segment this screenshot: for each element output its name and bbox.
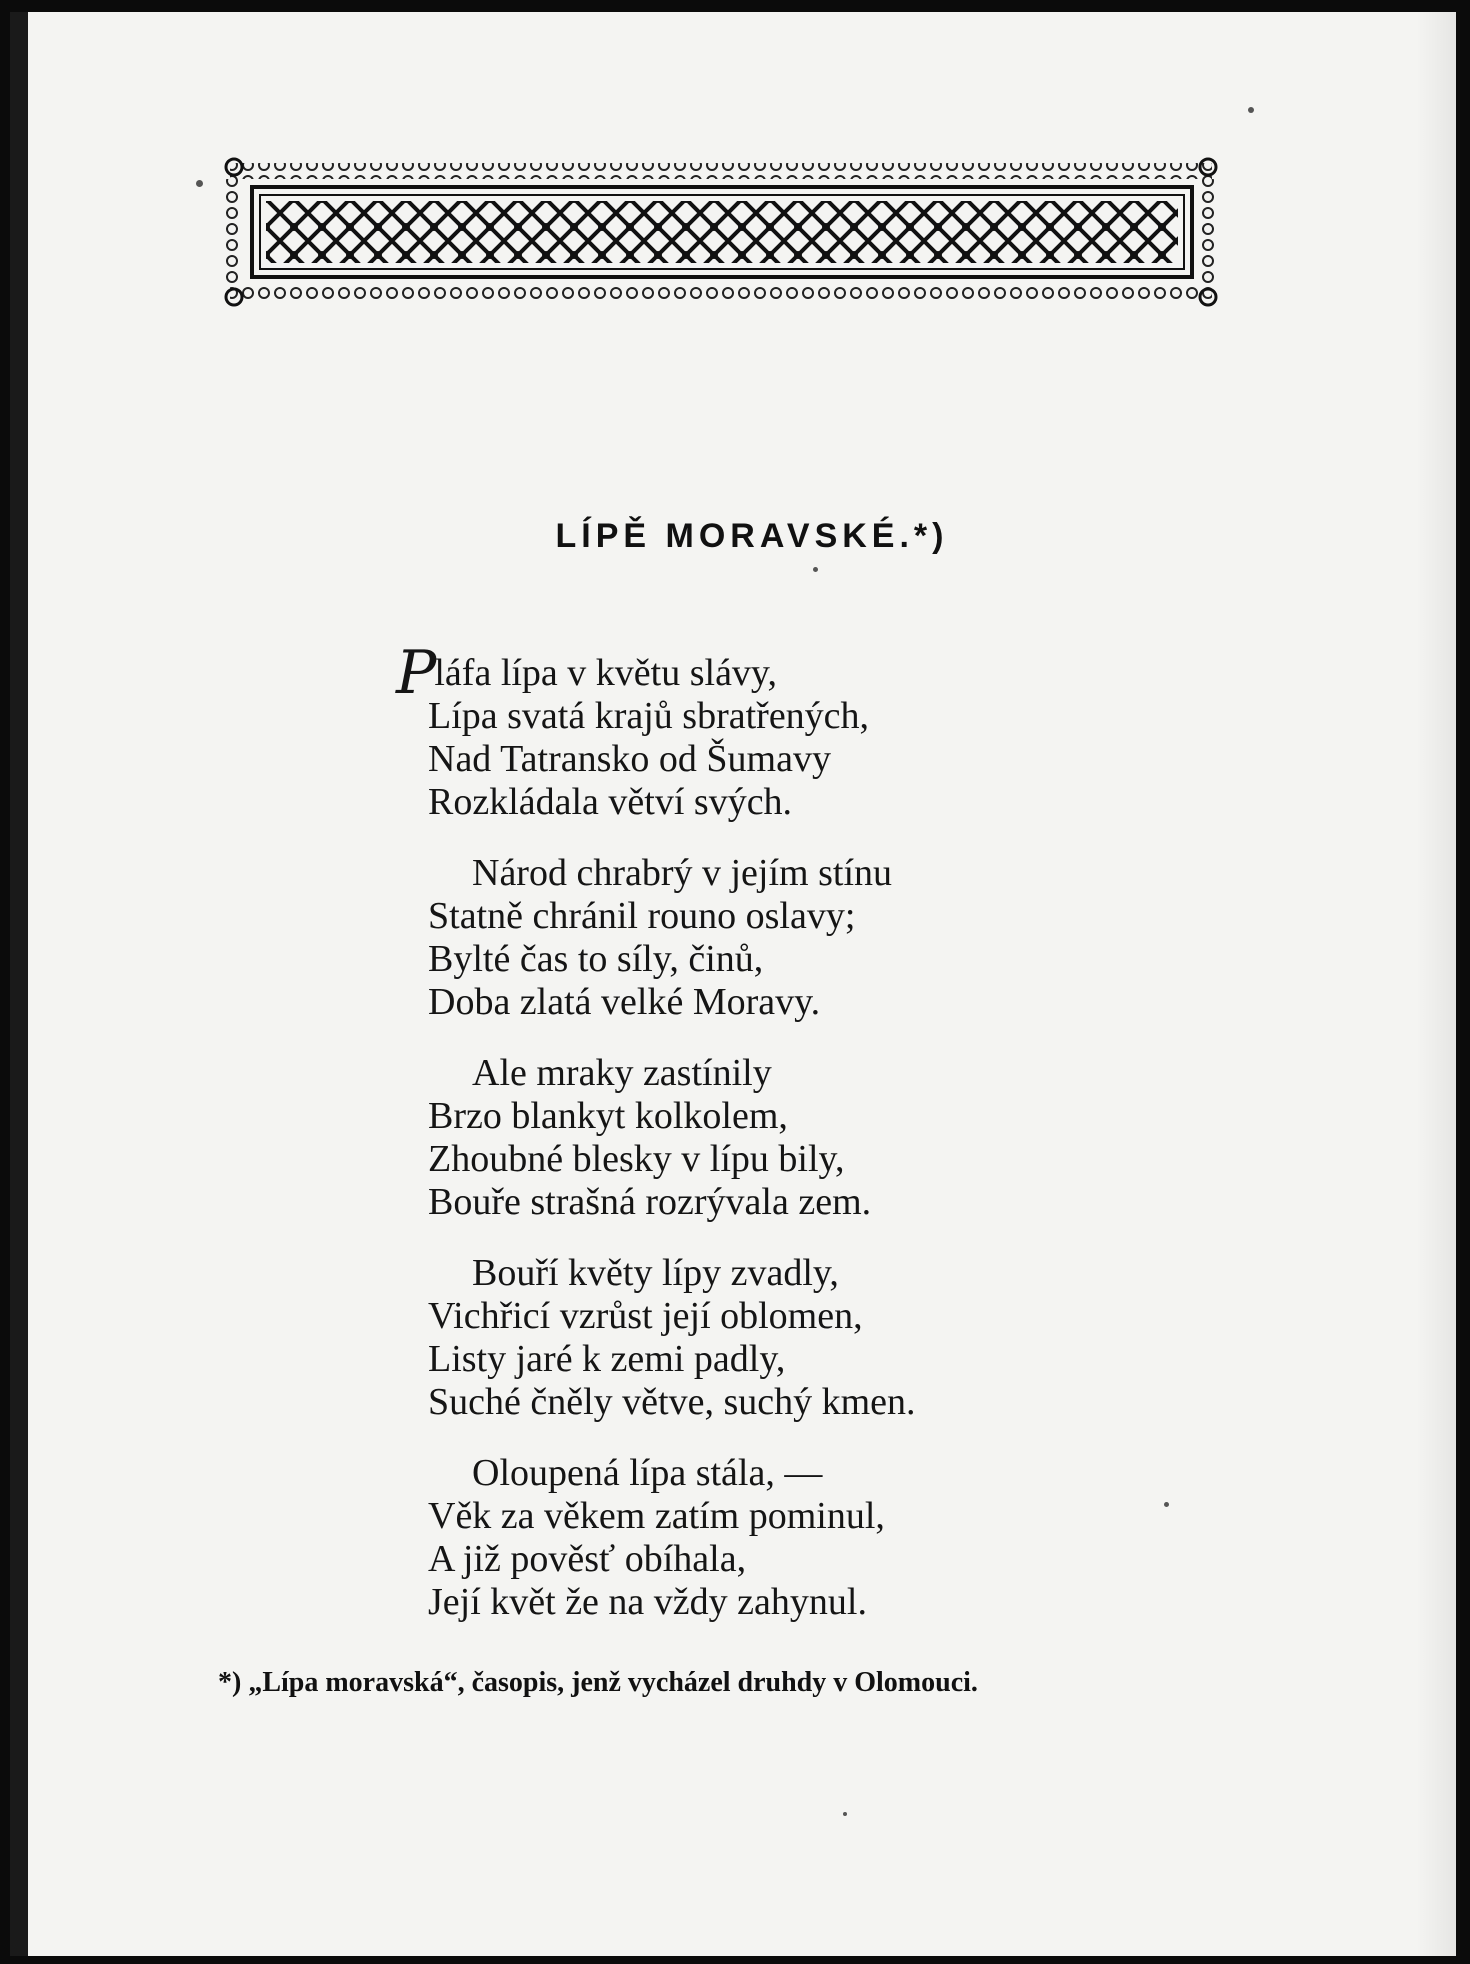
decorative-header-ornament: [224, 157, 1218, 307]
poem-line: Bouří květy lípy zvadly,: [472, 1252, 839, 1294]
stanza-2: [428, 852, 1128, 1024]
paper-speck: [196, 180, 203, 187]
poem-line: Národ chrabrý v jejím stínu: [472, 852, 893, 894]
poem-line: Statně chránil rouno oslavy;: [428, 895, 856, 937]
poem-line: Lípa svatá krajů sbratřených,: [428, 695, 870, 737]
paper-speck: [813, 567, 818, 572]
poem-line: [396, 638, 1128, 708]
poem-line: Nad Tatransko od Šumavy: [428, 738, 831, 780]
poem-line: Brzo blankyt kolkolem,: [428, 1095, 788, 1137]
poem-line: Její květ že na vždy zahynul.: [428, 1581, 867, 1623]
poem-line: Doba zlatá velké Moravy.: [428, 981, 821, 1023]
poem-line: Ale mraky zastínily: [472, 1052, 772, 1094]
poem-line: Rozkládala větví svých.: [428, 781, 793, 823]
poem-line: Listy jaré k zemi padly,: [428, 1338, 786, 1380]
poem-line: Suché čněly větve, suchý kmen.: [428, 1381, 916, 1423]
poem-line: A již pověsť obíhala,: [428, 1538, 747, 1580]
stanza-1: [396, 638, 1128, 824]
poem-line: Vichřicí vzrůst její oblomen,: [428, 1295, 863, 1337]
poem-line: Věk za věkem zatím pominul,: [428, 1495, 885, 1537]
footnote: *) „Lípa moravská“, časopis, jenž vycházel druhdy v Olomouci.: [218, 1667, 978, 1698]
line-text: láfa lípa v květu slávy,: [434, 652, 777, 694]
stanza-3: [428, 1052, 1128, 1224]
poem-line: Bylté čas to síly, činů,: [428, 938, 764, 980]
drop-cap: P: [396, 638, 437, 708]
paper-speck: [1164, 1502, 1169, 1507]
poem-title: LÍPĚ MORAVSKÉ.*): [555, 517, 949, 555]
paper-speck: [1248, 107, 1254, 113]
stanza-5: [428, 1452, 1128, 1624]
poem-body: [396, 638, 1128, 1652]
poem-line: Zhoubné blesky v lípu bily,: [428, 1138, 845, 1180]
stanza-4: [428, 1252, 1128, 1424]
poem-line: Bouře strašná rozrývala zem.: [428, 1181, 872, 1223]
paper-speck: [843, 1812, 847, 1816]
book-page: [10, 12, 1456, 1956]
poem-line: Oloupená lípa stála, —: [472, 1452, 823, 1494]
